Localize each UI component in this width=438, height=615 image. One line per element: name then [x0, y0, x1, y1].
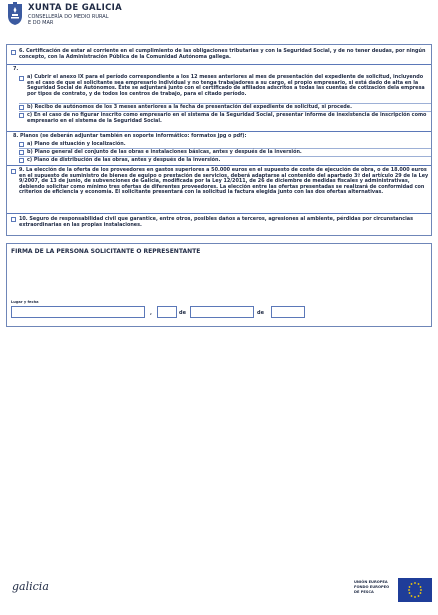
- item-6-text: 6. Certificación de estar al corriente en el cumplimiento de las obligaciones tributarias y con la Seguridad Social, y de no tener deudas, por ningún concepto, con la Administración Pública de la Comunidad Autónoma gallega.: [19, 48, 426, 60]
- eu-flag-icon: [398, 578, 432, 602]
- document-checklist: [6, 44, 432, 236]
- item-9-text: 9. La elección de la oferta de los proveedores en gastos superiores a 50.000 euros en el supuesto de coste de ejecución de obra, o de 18.000 euros en el supuesto de suministro de bienes de equipo o prestación de servicios, deberá adaptarse al contenido del apartado 3º del artículo 29 de la Ley 9/2007, de 13 de junio, de subvenciones de Galicia, modificada por la Ley 12/2011, de 26 de diciembre de medidas fiscales y administrativas, debiendo solicitar como mínimo tres ofertas de diferentes proveedores. La elección entre las ofertas presentadas se realizará de conformidad con criterios de eficiencia y economía. El solicitante presentará con la solicitud la factura elegida junto con las dos ofertas alternativas.: [19, 167, 429, 196]
- galicia-logo: galicia: [12, 580, 49, 593]
- eu-fund-label: [354, 580, 394, 595]
- comma-separator: ,: [150, 310, 152, 316]
- item-8-label: 8. Planos (se deberán adjuntar también en soporte informático: formatos jpg o pdf):: [13, 133, 247, 139]
- de-separator-2: de: [257, 310, 264, 316]
- item-7b-text: b) Recibo de autónomos de los 3 meses anteriores a la fecha de presentación del expediente de solicitud, si procede.: [27, 104, 352, 110]
- checkbox-item-8b[interactable]: [19, 150, 24, 155]
- separator: [7, 213, 431, 214]
- header: [6, 2, 206, 30]
- item-7a-text: a) Cubrir el anexo IX para el período correspondiente a los 12 meses anteriores al mes de presentación del expediente de solicitud, incluyendo en el caso de que el solicitante sea empresario individual y no tenga trabajadores a su cargo, el propio empresario, si está dado de alta en la Seguridad Social de Autónomos. Éste se adjuntará junto con el certificado de afiliados adscritos a todas las cuentas de cotización dela empresa por tipos de contrato, y de todos los centros de trabajo, para el citado período.: [27, 74, 425, 97]
- checkbox-item-7a[interactable]: [19, 76, 24, 81]
- checkbox-item-7c[interactable]: [19, 113, 24, 118]
- department-line-2: E DO MAR: [28, 20, 54, 26]
- eu-line-3: DE PESCA: [354, 590, 374, 594]
- checkbox-item-8c[interactable]: [19, 158, 24, 163]
- separator: [7, 165, 431, 166]
- checkbox-item-10[interactable]: [11, 217, 16, 222]
- month-input[interactable]: [190, 306, 254, 318]
- signature-title: FIRMA DE LA PERSONA SOLICITANTE O REPRESENTANTE: [11, 248, 201, 255]
- checkbox-item-7b[interactable]: [19, 105, 24, 110]
- xunta-crest-icon: [6, 2, 24, 26]
- checkbox-item-9[interactable]: [11, 169, 16, 174]
- day-input[interactable]: [157, 306, 177, 318]
- org-name: XUNTA DE GALICIA: [28, 3, 122, 13]
- item-10-text: 10. Seguro de responsabilidad civil que garantice, entre otros, posibles daños a terceros, agresiones al ambiente, pérdidas por circunstancias extraordinarias en las propias instalaciones.: [19, 216, 413, 228]
- year-input[interactable]: [271, 306, 305, 318]
- checkbox-item-6[interactable]: [11, 50, 16, 55]
- checkbox-item-8a[interactable]: [19, 142, 24, 147]
- department-line-1: CONSELLERÍA DO MEDIO RURAL: [28, 14, 109, 20]
- place-input[interactable]: [11, 306, 145, 318]
- item-7-label: 7.: [13, 66, 19, 72]
- item-8a-text: a) Plano de situación y localización.: [27, 141, 126, 147]
- eu-line-2: FONDO EUROPEO: [354, 585, 390, 589]
- separator: [7, 131, 431, 132]
- signature-section: [6, 243, 432, 327]
- de-separator-1: de: [179, 310, 186, 316]
- item-8c-text: c) Plano de distribución de las obras, antes y después de la inversión.: [27, 157, 221, 163]
- item-8b-text: b) Plano general del conjunto de las obras e instalaciones básicas, antes y después de la inversión.: [27, 149, 302, 155]
- place-date-label: Lugar y fecha: [11, 300, 39, 304]
- item-7c-text: c) En el caso de no figurar inscrito como empresario en el sistema de la Seguridad Social, presentar informe de inexistencia de inscripción como empresario en el sistema de la Seguridad Social.: [27, 112, 427, 124]
- separator: [7, 64, 431, 65]
- eu-line-1: UNIÓN EUROPEA: [354, 580, 388, 584]
- department-name: [28, 14, 109, 26]
